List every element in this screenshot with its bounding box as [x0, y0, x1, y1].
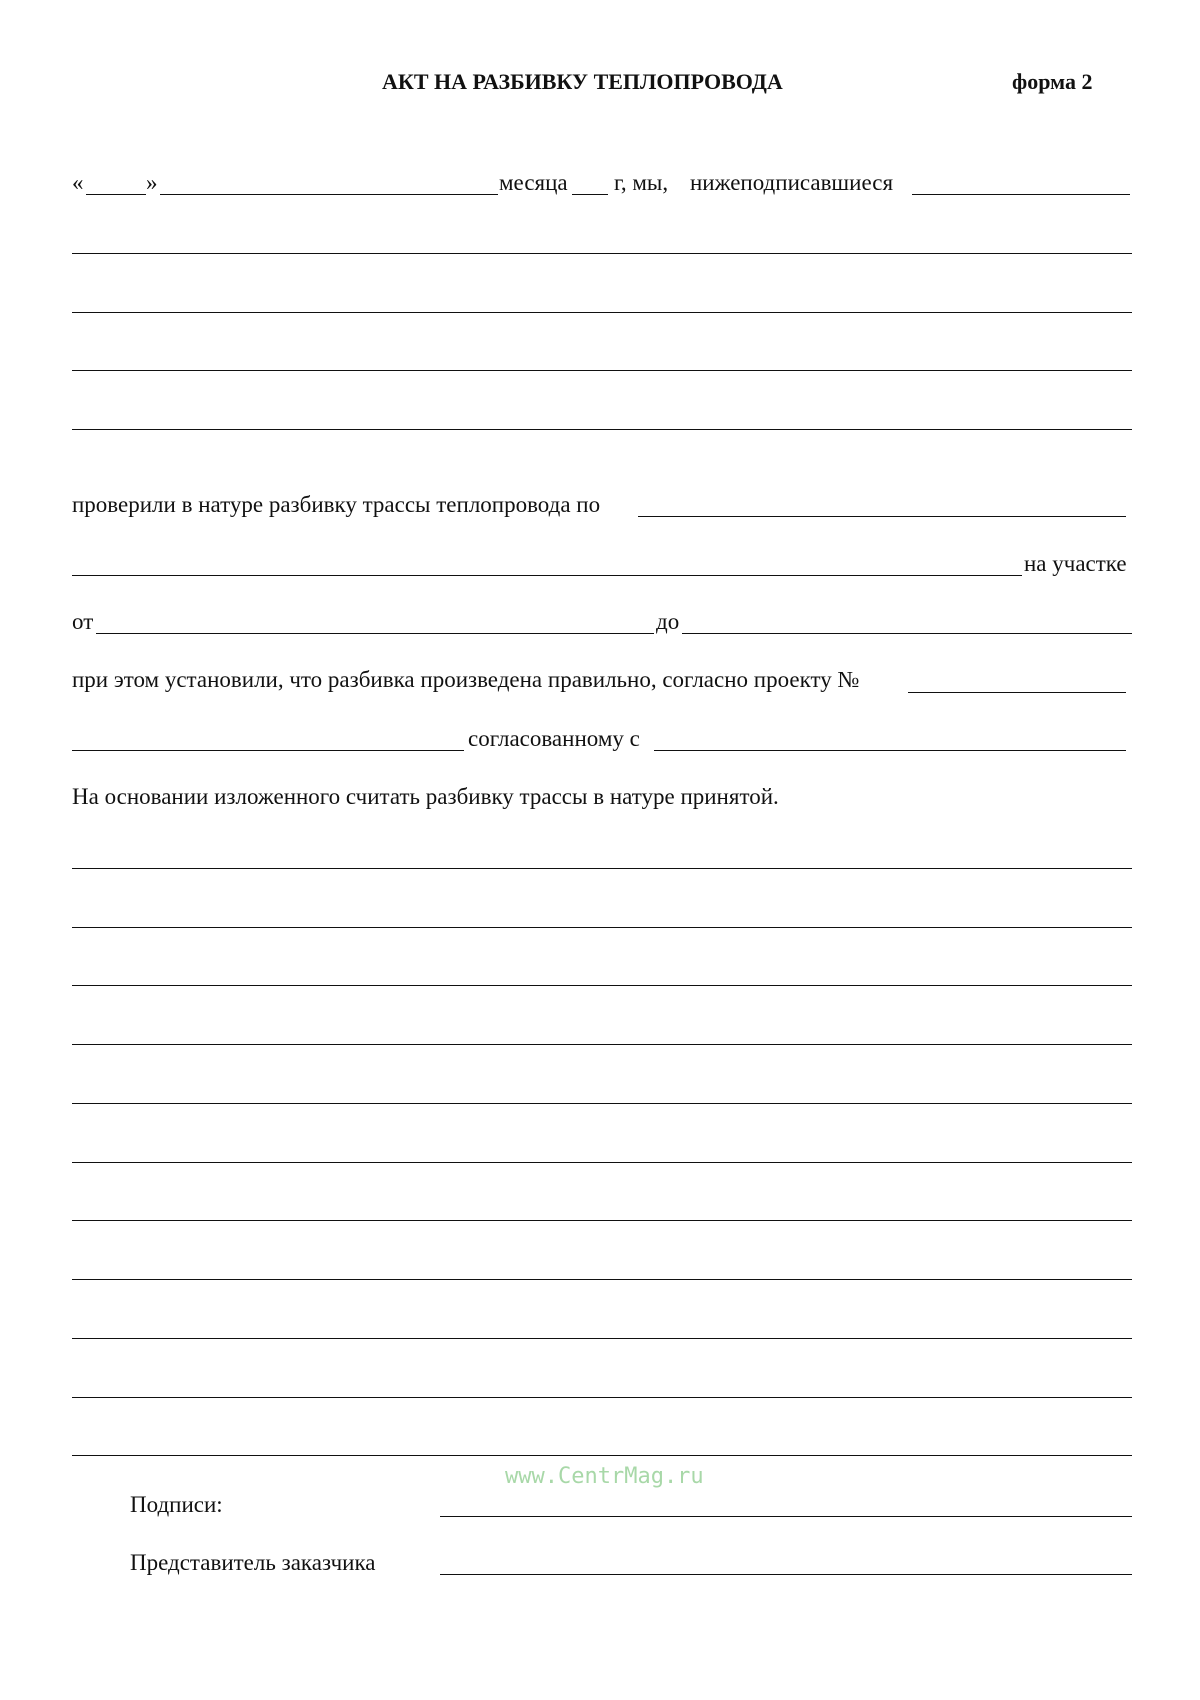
section-label: на участке [1024, 551, 1127, 576]
participants-line-1[interactable] [72, 253, 1132, 254]
agreed-with-field[interactable] [654, 750, 1126, 751]
from-label: от [72, 609, 94, 634]
to-field[interactable] [682, 633, 1132, 634]
year-field[interactable] [572, 194, 608, 195]
from-field[interactable] [96, 633, 654, 634]
notes-line-11[interactable] [72, 1455, 1132, 1456]
route-field[interactable] [638, 516, 1126, 517]
agreed-label: согласованному с [468, 726, 640, 751]
notes-line-5[interactable] [72, 1103, 1132, 1104]
notes-line-8[interactable] [72, 1279, 1132, 1280]
month-field[interactable] [160, 194, 498, 195]
day-field[interactable] [86, 194, 146, 195]
notes-line-3[interactable] [72, 985, 1132, 986]
conclusion-text: На основании изложенного считать разбивку трассы в натуре принятой. [72, 784, 779, 809]
notes-line-9[interactable] [72, 1338, 1132, 1339]
signature-line-1[interactable] [440, 1516, 1132, 1517]
notes-line-10[interactable] [72, 1397, 1132, 1398]
year-label: г, мы, [614, 170, 669, 195]
participants-line-4[interactable] [72, 429, 1132, 430]
to-label: до [656, 609, 680, 634]
notes-line-2[interactable] [72, 927, 1132, 928]
close-quote: » [146, 170, 158, 195]
open-quote: « [72, 170, 84, 195]
notes-line-7[interactable] [72, 1220, 1132, 1221]
participants-line-2[interactable] [72, 312, 1132, 313]
signatories-field[interactable] [912, 194, 1130, 195]
notes-line-1[interactable] [72, 868, 1132, 869]
project-number-field[interactable] [908, 692, 1126, 693]
project-text: при этом установили, что разбивка произведена правильно, согласно проекту № [72, 667, 860, 692]
signatures-label: Подписи: [130, 1492, 223, 1517]
section-field[interactable] [72, 575, 1022, 576]
customer-rep-label: Представитель заказчика [130, 1550, 376, 1575]
agreed-field-left[interactable] [72, 750, 464, 751]
watermark: www.CentrMag.ru [505, 1464, 704, 1489]
form-number: форма 2 [1012, 69, 1093, 94]
document-title: АКТ НА РАЗБИВКУ ТЕПЛОПРОВОДА [382, 69, 783, 94]
month-label: месяца [499, 170, 568, 195]
participants-line-3[interactable] [72, 370, 1132, 371]
notes-line-4[interactable] [72, 1044, 1132, 1045]
customer-rep-signature-line[interactable] [440, 1574, 1132, 1575]
route-text: проверили в натуре разбивку трассы теплопровода по [72, 492, 601, 517]
signed-label: нижеподписавшиеся [690, 170, 894, 195]
notes-line-6[interactable] [72, 1162, 1132, 1163]
